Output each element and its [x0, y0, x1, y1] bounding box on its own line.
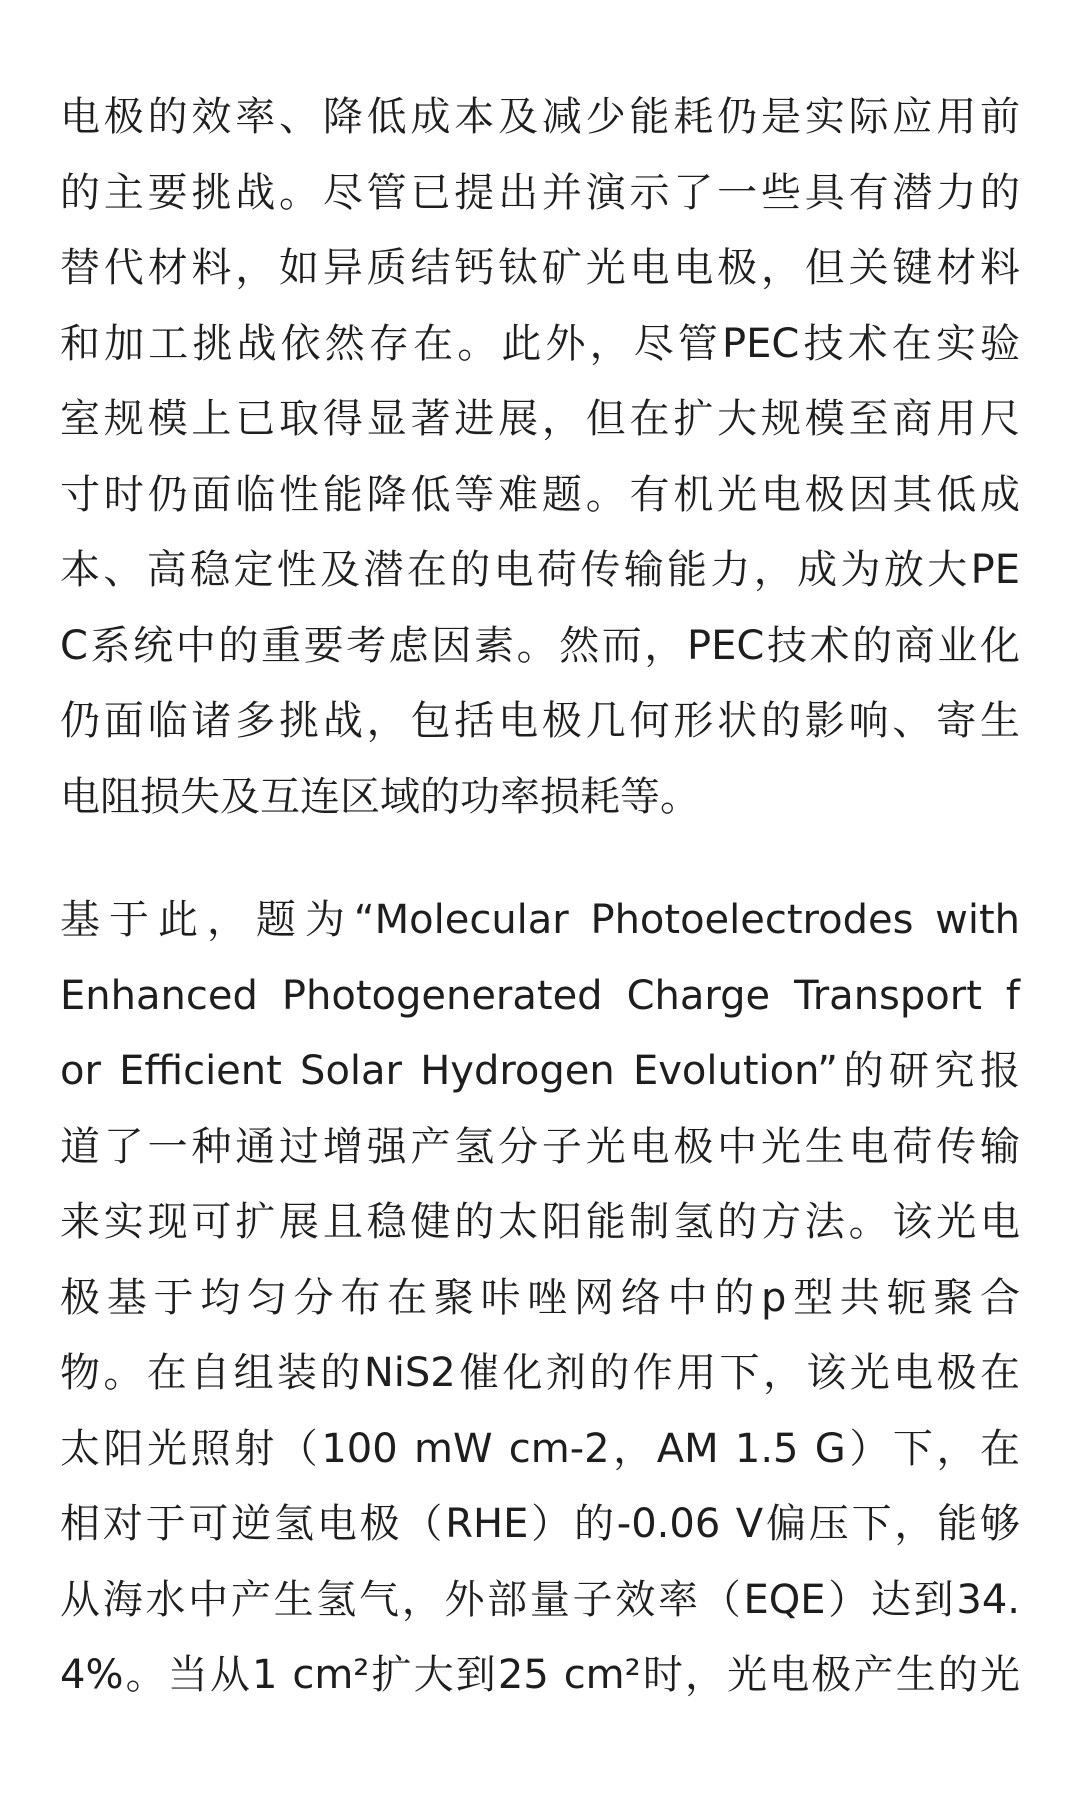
text-line: 替代材料，如异质结钙钛矿光电电极，但关键材料	[60, 245, 1020, 291]
text-line: 和加工挑战依然存在。此外，尽管PEC技术在实验	[60, 320, 1020, 367]
text-line: 太阳光照射（100 mW cm-2，AM 1.5 G）下，在	[60, 1425, 1020, 1472]
paragraph-spacer	[60, 835, 1020, 883]
paragraph-2	[60, 883, 1020, 1714]
text-line: 仍面临诸多挑战，包括电极几何形状的影响、寄生	[60, 698, 1020, 744]
article-body	[60, 80, 1020, 1714]
text-line: 相对于可逆氢电极（RHE）的-0.06 V偏压下，能够	[60, 1501, 1020, 1547]
paragraph-1	[60, 80, 1020, 835]
text-line: 来实现可扩展且稳健的太阳能制氢的方法。该光电	[60, 1199, 1020, 1245]
text-line: 从海水中产生氢气，外部量子效率（EQE）达到34.	[60, 1576, 1020, 1623]
text-line: 物。在自组装的NiS2催化剂的作用下，该光电极在	[60, 1350, 1020, 1396]
text-line: 室规模上已取得显著进展，但在扩大规模至商用尺	[60, 396, 1020, 442]
text-line: 的主要挑战。尽管已提出并演示了一些具有潜力的	[60, 169, 1020, 216]
text-line: 电极的效率、降低成本及减少能耗仍是实际应用前	[60, 94, 1020, 140]
text-line: 基于此，题为“Molecular Photoelectrodes with	[60, 897, 1020, 943]
text-line: or Efficient Solar Hydrogen Evolution”的研究报	[60, 1048, 1020, 1094]
text-line: 电阻损失及互连区域的功率损耗等。	[60, 773, 700, 820]
text-line: 本、高稳定性及潜在的电荷传输能力，成为放大PE	[60, 547, 1020, 593]
text-line: 4%。当从1 cm²扩大到25 cm²时，光电极产生的光	[60, 1652, 1020, 1698]
text-line: Enhanced Photogenerated Charge Transport f	[60, 972, 1020, 1019]
text-line: C系统中的重要考虑因素。然而，PEC技术的商业化	[60, 622, 1020, 669]
text-line: 寸时仍面临性能降低等难题。有机光电极因其低成	[60, 471, 1020, 518]
text-line: 极基于均匀分布在聚咔唑网络中的p型共轭聚合	[60, 1274, 1020, 1321]
text-line: 道了一种通过增强产氢分子光电极中光生电荷传输	[60, 1123, 1020, 1170]
